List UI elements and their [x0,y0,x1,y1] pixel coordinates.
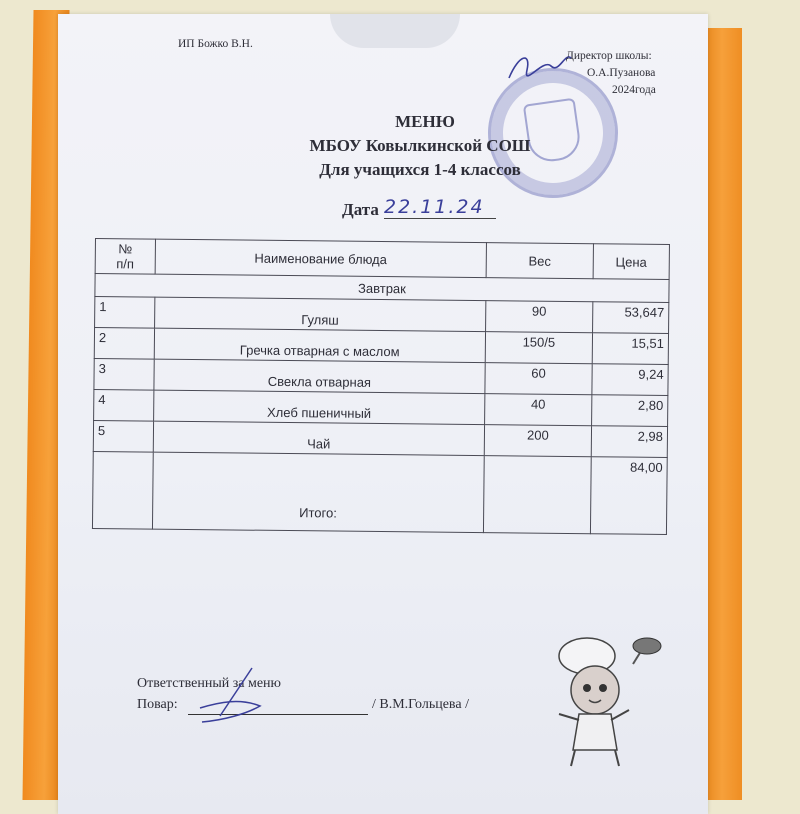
total-empty-weight [483,456,591,534]
menu-table [92,238,670,535]
header-name: Наименование блюда [155,239,487,277]
date-value: 22.11.24 [384,196,496,219]
total-label: Итого: [152,452,484,532]
chef-girl-illustration [545,630,670,770]
table-header-row [95,239,669,280]
row-weight: 40 [485,394,592,426]
folder-right-edge [702,28,742,800]
header-weight: Вес [486,243,593,279]
cook-signature [190,662,280,728]
cook-name: / В.М.Гольцева / [372,697,469,712]
date-label: Дата [342,200,379,219]
sleeve-tab [330,14,460,48]
total-empty-num [92,451,153,529]
row-price: 2,98 [591,426,667,458]
row-price: 15,51 [592,333,668,365]
row-weight: 60 [485,363,592,395]
row-num: 1 [95,297,155,329]
section-breakfast: Завтрак [95,274,669,303]
row-weight: 150/5 [485,332,592,364]
row-dish: Хлеб пшеничный [153,390,485,424]
row-num: 5 [93,420,153,452]
total-price: 84,00 [590,457,667,535]
row-num: 2 [94,328,154,360]
approval-year: 2024года [612,84,656,96]
entrepreneur-label: ИП Божко В.Н. [178,38,253,50]
row-weight: 90 [486,301,593,333]
approval-name: О.А.Пузанова [587,67,656,79]
menu-title: МЕНЮ [395,112,455,131]
row-num: 3 [94,358,154,390]
responsible-label: Ответственный за меню [137,676,281,691]
header-num: № п/п [95,239,155,275]
approval-title: Директор школы: [566,50,652,62]
row-weight: 200 [484,425,591,457]
row-price: 9,24 [592,364,668,396]
class-range: Для учащихся 1-4 классов [319,160,521,179]
row-dish: Чай [153,421,485,455]
header-price: Цена [593,244,669,280]
row-dish: Свекла отварная [154,359,486,393]
row-price: 53,647 [592,302,668,334]
row-dish: Гречка отварная с маслом [154,328,486,362]
row-price: 2,80 [591,395,667,427]
total-row [92,451,667,534]
school-name: МБОУ Ковылкинской СОШ [309,136,531,155]
row-num: 4 [94,389,154,421]
cook-label: Повар: [137,697,178,712]
director-signature [505,48,575,88]
row-dish: Гуляш [154,297,486,331]
